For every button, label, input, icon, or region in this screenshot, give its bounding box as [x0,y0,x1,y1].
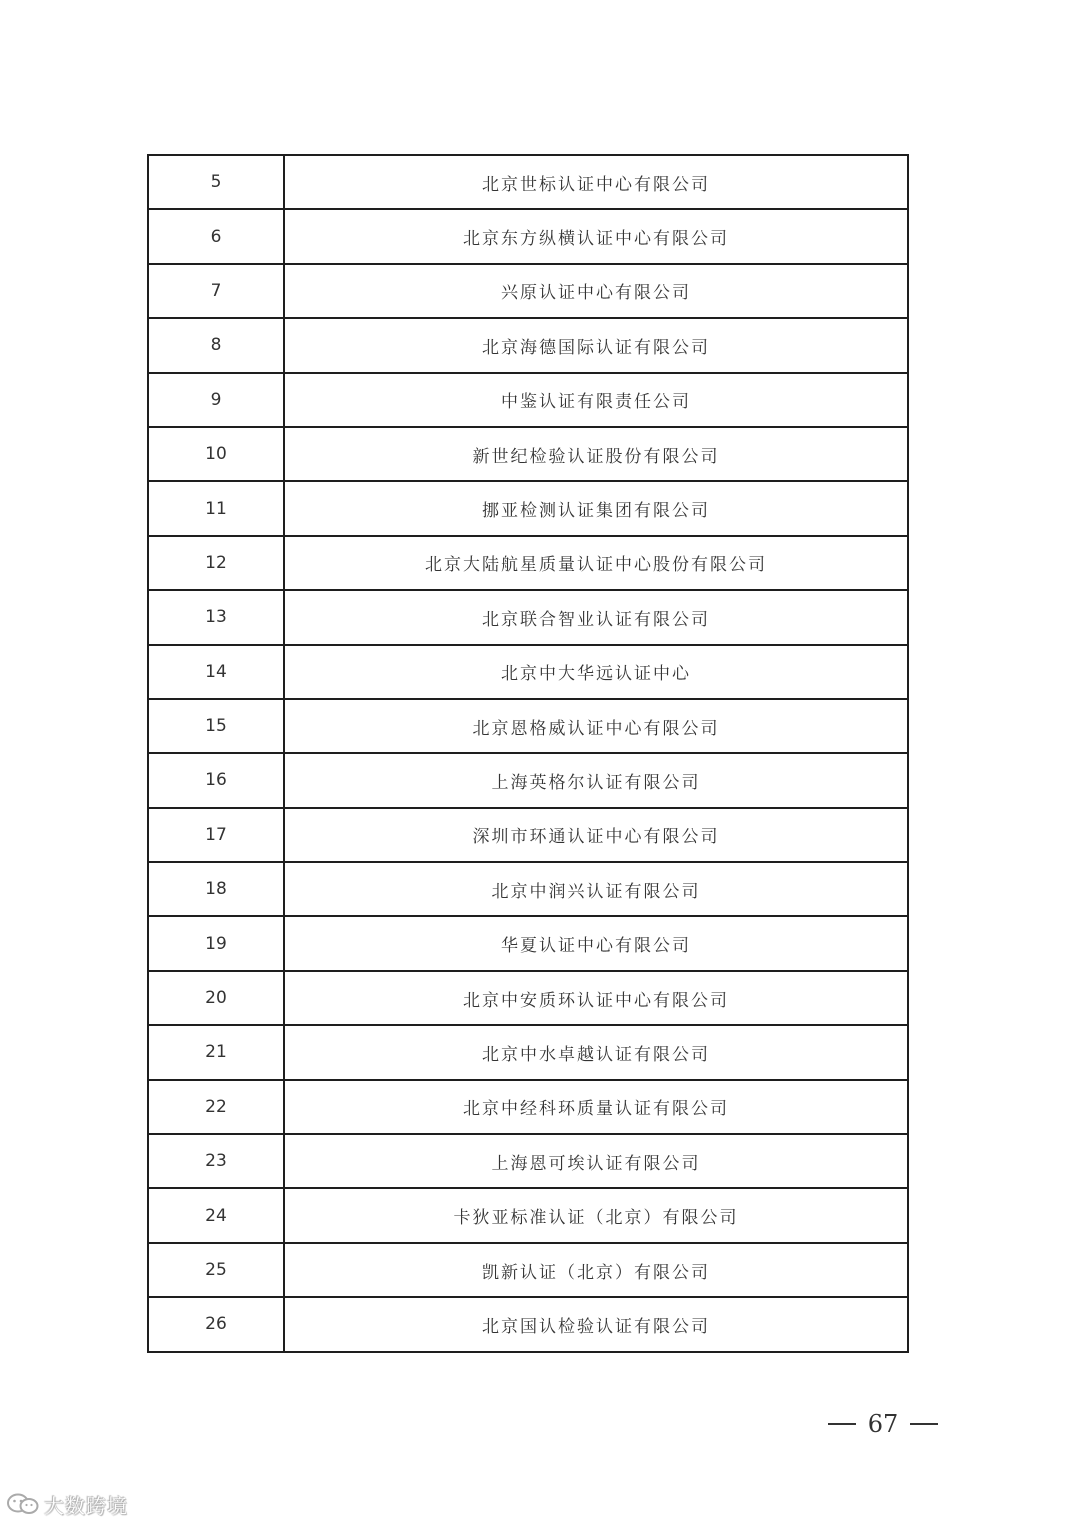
company-name-cell: 卡狄亚标准认证（北京）有限公司 [284,1188,908,1242]
table-row [148,1025,908,1079]
watermark-text: 大数跨境 [44,1493,128,1518]
table-row [148,1297,908,1351]
company-name-cell: 北京中安质环认证中心有限公司 [284,971,908,1025]
page-number [828,1404,938,1444]
row-number-cell: 11 [148,481,284,535]
table-row [148,427,908,481]
company-name-cell: 北京国认检验认证有限公司 [284,1297,908,1351]
row-number-cell: 15 [148,699,284,753]
table-row [148,481,908,535]
row-number-cell: 8 [148,318,284,372]
table-row [148,590,908,644]
row-number-cell: 25 [148,1243,284,1297]
table-row [148,971,908,1025]
page-number-left-dash [828,1423,856,1425]
row-number-cell: 14 [148,645,284,699]
company-name-cell: 挪亚检测认证集团有限公司 [284,481,908,535]
table-row [148,1134,908,1188]
company-name-cell: 上海英格尔认证有限公司 [284,753,908,807]
company-name-cell: 兴原认证中心有限公司 [284,264,908,318]
company-table [147,154,909,1353]
row-number-cell: 26 [148,1297,284,1351]
company-name-cell: 北京中水卓越认证有限公司 [284,1025,908,1079]
company-name-cell: 北京中经科环质量认证有限公司 [284,1080,908,1134]
company-name-cell: 北京中大华远认证中心 [284,645,908,699]
table-row [148,1243,908,1297]
row-number-cell: 10 [148,427,284,481]
company-table-body [148,155,908,1352]
company-name-cell: 凯新认证（北京）有限公司 [284,1243,908,1297]
table-row [148,753,908,807]
row-number-cell: 24 [148,1188,284,1242]
row-number-cell: 9 [148,373,284,427]
row-number-cell: 22 [148,1080,284,1134]
company-name-cell: 北京中润兴认证有限公司 [284,862,908,916]
row-number-cell: 19 [148,916,284,970]
table-row [148,1188,908,1242]
table-row [148,536,908,590]
company-name-cell: 北京海德国际认证有限公司 [284,318,908,372]
company-name-cell: 上海恩可埃认证有限公司 [284,1134,908,1188]
table-row [148,155,908,209]
company-name-cell: 新世纪检验认证股份有限公司 [284,427,908,481]
table-row [148,373,908,427]
company-name-cell: 华夏认证中心有限公司 [284,916,908,970]
company-name-cell: 深圳市环通认证中心有限公司 [284,808,908,862]
row-number-cell: 6 [148,209,284,263]
table-row [148,699,908,753]
row-number-cell: 16 [148,753,284,807]
row-number-cell: 18 [148,862,284,916]
company-name-cell: 北京联合智业认证有限公司 [284,590,908,644]
company-name-cell: 北京大陆航星质量认证中心股份有限公司 [284,536,908,590]
row-number-cell: 5 [148,155,284,209]
row-number-cell: 13 [148,590,284,644]
row-number-cell: 7 [148,264,284,318]
company-name-cell: 北京东方纵横认证中心有限公司 [284,209,908,263]
page-number-right-dash [910,1423,938,1425]
table-row [148,209,908,263]
table-row [148,645,908,699]
row-number-cell: 12 [148,536,284,590]
company-name-cell: 北京恩格威认证中心有限公司 [284,699,908,753]
page-number-value: 67 [867,1410,899,1438]
company-name-cell: 北京世标认证中心有限公司 [284,155,908,209]
row-number-cell: 17 [148,808,284,862]
watermark [6,1488,128,1520]
company-name-cell: 中鉴认证有限责任公司 [284,373,908,427]
row-number-cell: 20 [148,971,284,1025]
wechat-logo-icon [6,1492,40,1516]
table-row [148,318,908,372]
table-row [148,1080,908,1134]
table-row [148,264,908,318]
table-row [148,862,908,916]
row-number-cell: 21 [148,1025,284,1079]
row-number-cell: 23 [148,1134,284,1188]
table-row [148,808,908,862]
table-row [148,916,908,970]
